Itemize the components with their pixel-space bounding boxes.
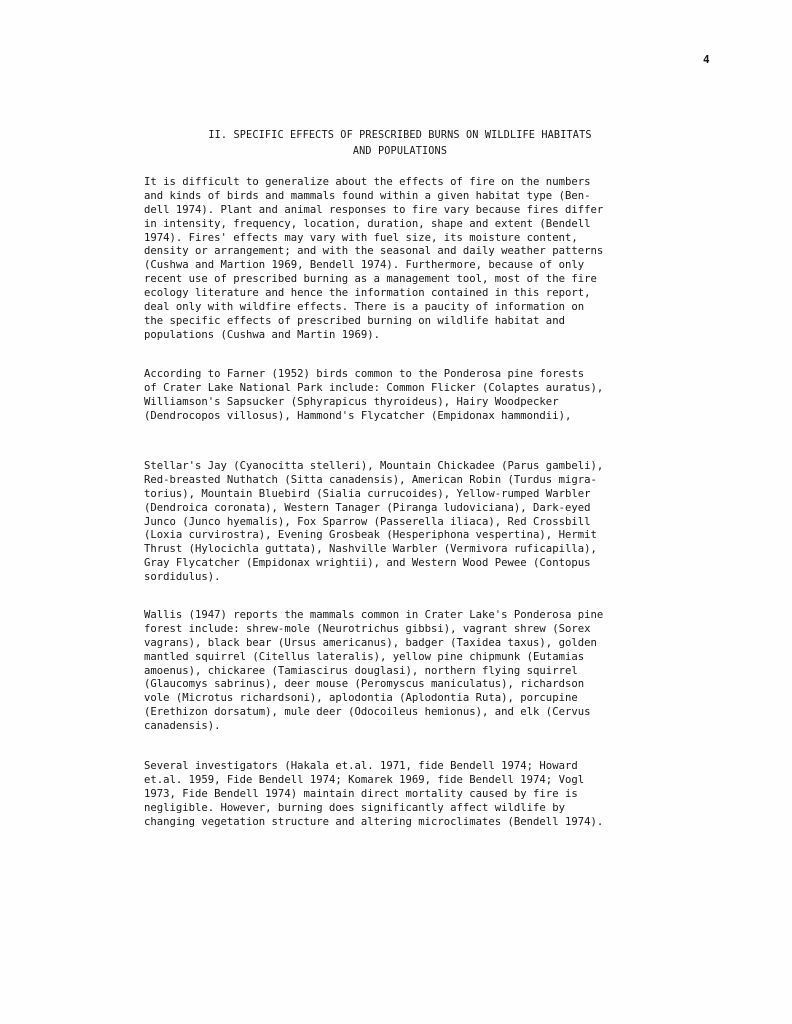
text-line: Red-breasted Nuthatch (Sitta canadensis), American Robin (Turdus migra- xyxy=(144,473,597,486)
text-line: 1973, Fide Bendell 1974) maintain direct mortality caused by fire is xyxy=(144,787,578,800)
text-line: 1974). Fires' effects may vary with fuel size, its moisture content, xyxy=(144,231,578,244)
text-line: (Dendrocopos villosus), Hammond's Flycatcher (Empidonax hammondii), xyxy=(144,409,572,422)
text-line: negligible. However, burning does significantly affect wildlife by xyxy=(144,801,565,814)
text-line: (Erethizon dorsatum), mule deer (Odocoileus hemionus), and elk (Cervus xyxy=(144,706,591,719)
section-heading-line: AND POPULATIONS xyxy=(352,146,448,157)
text-line: Gray Flycatcher (Empidonax wrightii), and Western Wood Pewee (Contopus xyxy=(144,557,591,570)
paragraph-fire-effects xyxy=(144,176,684,343)
section-heading xyxy=(120,128,680,160)
text-line: dell 1974). Plant and animal responses to fire vary because fires differ xyxy=(144,203,604,216)
text-line: (Loxia curvirostra), Evening Grosbeak (Hesperiphona vespertina), Hermit xyxy=(144,529,597,542)
text-line: (Dendroica coronata), Western Tanager (Piranga ludoviciana), Dark-eyed xyxy=(144,501,591,514)
text-line: torius), Mountain Bluebird (Sialia currucoides), Yellow-rumped Warbler xyxy=(144,487,591,500)
text-line: ecology literature and hence the information contained in this report, xyxy=(144,287,591,300)
text-line: canadensis). xyxy=(144,720,221,733)
text-line: in intensity, frequency, location, duration, shape and extent (Bendell xyxy=(144,217,591,230)
text-line: Several investigators (Hakala et.al. 1971, fide Bendell 1974; Howard xyxy=(144,760,578,772)
text-line: et.al. 1959, Fide Bendell 1974; Komarek 1969, fide Bendell 1974; Vogl xyxy=(144,773,585,786)
text-line: Junco (Junco hyemalis), Fox Sparrow (Passerella iliaca), Red Crossbill xyxy=(144,515,591,528)
text-line: vole (Microtus richardsoni), aplodontia (Aplodontia Ruta), porcupine xyxy=(144,692,578,705)
text-line: Williamson's Sapsucker (Sphyrapicus thyroideus), Hairy Woodpecker xyxy=(144,395,559,408)
text-line: According to Farner (1952) birds common to the Ponderosa pine forests xyxy=(144,368,585,380)
text-line: amoenus), chickaree (Tamiascirus douglasi), northern flying squirrel xyxy=(144,664,578,677)
text-line: It is difficult to generalize about the effects of fire on the numbers xyxy=(144,176,591,188)
paragraph-birds-intro xyxy=(144,368,684,424)
section-heading-line: II. SPECIFIC EFFECTS OF PRESCRIBED BURNS ON WILDLIFE HABITATS xyxy=(208,130,592,141)
text-line: Stellar's Jay (Cyanocitta stelleri), Mountain Chickadee (Parus gambeli), xyxy=(144,460,604,472)
text-line: the specific effects of prescribed burning on wildlife habitat and xyxy=(144,314,565,327)
paragraph-mortality xyxy=(144,760,684,829)
page-number: 4 xyxy=(703,53,710,66)
text-line: forest include: shrew-mole (Neurotrichus gibbsi), vagrant shrew (Sorex xyxy=(144,622,591,635)
text-line: sordidulus). xyxy=(144,571,221,584)
text-line: vagrans), black bear (Ursus americanus), badger (Taxidea taxus), golden xyxy=(144,636,597,649)
text-line: changing vegetation structure and altering microclimates (Bendell 1974). xyxy=(144,815,604,828)
text-line: (Glaucomys sabrinus), deer mouse (Peromyscus maniculatus), richardson xyxy=(144,678,585,691)
text-line: Wallis (1947) reports the mammals common in Crater Lake's Ponderosa pine xyxy=(144,609,604,621)
text-line: density or arrangement; and with the seasonal and daily weather patterns xyxy=(144,245,604,258)
text-line: of Crater Lake National Park include: Common Flicker (Colaptes auratus), xyxy=(144,381,604,394)
text-line: deal only with wildfire effects. There is a paucity of information on xyxy=(144,301,585,314)
text-line: populations (Cushwa and Martin 1969). xyxy=(144,328,380,341)
text-line: recent use of prescribed burning as a management tool, most of the fire xyxy=(144,273,597,286)
text-line: mantled squirrel (Citellus lateralis), yellow pine chipmunk (Eutamias xyxy=(144,650,585,663)
paragraph-birds-list xyxy=(144,460,684,585)
text-line: (Cushwa and Martion 1969, Bendell 1974). Furthermore, because of only xyxy=(144,259,585,272)
text-line: Thrust (Hylocichla guttata), Nashville Warbler (Vermivora ruficapilla), xyxy=(144,543,597,556)
text-line: and kinds of birds and mammals found within a given habitat type (Ben- xyxy=(144,189,591,202)
paragraph-mammals xyxy=(144,609,684,734)
